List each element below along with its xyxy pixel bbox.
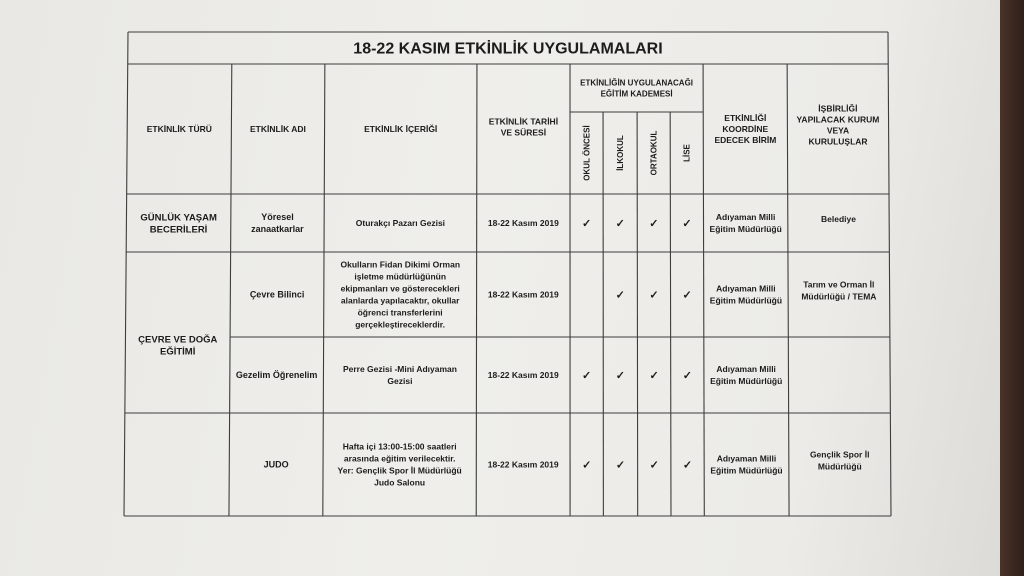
row-check: ✓ bbox=[615, 217, 625, 230]
col-divider bbox=[229, 64, 232, 516]
row-adi: zanaatkarlar bbox=[251, 224, 304, 235]
col-divider bbox=[323, 64, 325, 516]
group-gunluk-yasam: GÜNLÜK YAŞAM bbox=[140, 212, 217, 224]
header-isbirligi: KURULUŞLAR bbox=[808, 136, 868, 147]
row-koordine: Adıyaman Milli bbox=[715, 211, 776, 222]
row-icerik: Perre Gezisi -Mini Adıyaman bbox=[342, 363, 457, 374]
header-tarih: ETKİNLİK TARİHİ bbox=[488, 116, 559, 127]
header-etkinlik-turu: ETKİNLİK TÜRÜ bbox=[146, 123, 212, 134]
row-check: ✓ bbox=[649, 217, 659, 230]
header-kademe-2: ORTAOKUL bbox=[649, 130, 659, 176]
header-etkinlik-adi: ETKİNLİK ADI bbox=[250, 123, 306, 134]
row-koordine: Eğitim Müdürlüğü bbox=[710, 375, 783, 386]
header-isbirligi: YAPILACAK KURUM bbox=[796, 114, 880, 125]
row-icerik: gerçekleştireceklerdir. bbox=[355, 319, 446, 330]
header-kademe: EĞİTİM KADEMESİ bbox=[600, 89, 673, 99]
row-check: ✓ bbox=[615, 459, 626, 472]
row-koordine: Eğitim Müdürlüğü bbox=[709, 223, 782, 234]
col-divider bbox=[637, 112, 638, 516]
row-icerik: işletme müdürlüğünün bbox=[354, 271, 447, 282]
col-divider bbox=[670, 112, 671, 516]
header-isbirligi: VEYA bbox=[826, 125, 850, 136]
row-adi: Gezelim Öğrenelim bbox=[235, 370, 318, 381]
header-kademe-0: OKUL ÖNCESİ bbox=[582, 125, 592, 181]
col-divider bbox=[476, 64, 477, 516]
header-kademe-1: İLKOKUL bbox=[615, 135, 625, 171]
row-tarih: 18-22 Kasım 2019 bbox=[487, 289, 559, 300]
row-check: ✓ bbox=[615, 369, 625, 382]
row-tarih: 18-22 Kasım 2019 bbox=[487, 459, 559, 470]
row-icerik: Okulların Fidan Dikimi Orman bbox=[340, 259, 461, 270]
header-etkinlik-icerigi: ETKİNLİK İÇERİĞİ bbox=[364, 123, 438, 134]
header-koordine: KOORDİNE bbox=[722, 123, 769, 134]
page-title: 18-22 KASIM ETKİNLİK UYGULAMALARI bbox=[353, 40, 663, 58]
row-tarih: 18-22 Kasım 2019 bbox=[487, 369, 559, 380]
row-check: ✓ bbox=[649, 459, 659, 472]
row-icerik: Judo Salonu bbox=[374, 477, 426, 488]
row-icerik: Oturakçı Pazarı Gezisi bbox=[355, 217, 446, 228]
col-divider bbox=[787, 64, 789, 516]
row-koordine: Adıyaman Milli bbox=[716, 453, 777, 464]
row-check: ✓ bbox=[582, 369, 592, 382]
header-isbirligi: İŞBİRLİĞİ bbox=[818, 103, 858, 114]
header-kademe: ETKİNLİĞİN UYGULANACAĞI bbox=[580, 78, 694, 88]
row-isbirligi: Belediye bbox=[820, 213, 856, 224]
row-adi: Yöresel bbox=[261, 212, 294, 223]
group-gunluk-yasam: BECERİLERİ bbox=[149, 224, 208, 236]
row-icerik: Yer: Gençlik Spor İl Müdürlüğü bbox=[337, 465, 462, 476]
row-koordine: Adıyaman Milli bbox=[716, 283, 776, 294]
row-icerik: Hafta içi 13:00-15:00 saatleri bbox=[342, 441, 457, 452]
header-tarih: VE SÜRESİ bbox=[500, 127, 547, 138]
row-check: ✓ bbox=[682, 369, 692, 382]
row-isbirligi: Müdürlüğü / TEMA bbox=[801, 291, 877, 302]
row-isbirligi: Tarım ve Orman İl bbox=[803, 279, 875, 290]
group-cevre-doga: EĞİTİMİ bbox=[159, 346, 196, 358]
row-koordine: Eğitim Müdürlüğü bbox=[710, 465, 783, 476]
table-right-border bbox=[888, 32, 891, 516]
row-check: ✓ bbox=[682, 459, 693, 472]
row-isbirligi: Müdürlüğü bbox=[817, 461, 862, 472]
header-koordine: EDECEK BİRİM bbox=[714, 134, 777, 145]
row-isbirligi: Gençlik Spor İl bbox=[809, 449, 870, 460]
row-check: ✓ bbox=[649, 289, 659, 302]
row-koordine: Adıyaman Milli bbox=[716, 363, 776, 374]
row-check: ✓ bbox=[582, 459, 592, 472]
row-koordine: Eğitim Müdürlüğü bbox=[709, 295, 783, 306]
row-adi: Çevre Bilinci bbox=[249, 289, 305, 300]
row-check: ✓ bbox=[649, 369, 659, 382]
row-check: ✓ bbox=[615, 289, 625, 302]
header-kademe-3: LİSE bbox=[682, 144, 692, 162]
row-tarih: 18-22 Kasım 2019 bbox=[487, 217, 559, 228]
row-adi: JUDO bbox=[263, 459, 289, 470]
header-koordine: ETKİNLİĞİ bbox=[724, 112, 767, 123]
row-icerik: Gezisi bbox=[387, 375, 413, 386]
col-divider bbox=[703, 64, 704, 516]
row-check: ✓ bbox=[682, 217, 692, 230]
row-check: ✓ bbox=[682, 289, 692, 302]
row-check: ✓ bbox=[581, 217, 592, 230]
table-left-border bbox=[124, 32, 128, 516]
row-icerik: alanlarda yapılacaktır, okullar bbox=[340, 295, 460, 306]
row-icerik: arasında eğitim verilecektir. bbox=[343, 453, 456, 464]
group-cevre-doga: ÇEVRE VE DOĞA bbox=[138, 334, 218, 346]
row-icerik: ekipmanları ve gösterecekleri bbox=[340, 283, 460, 294]
row-icerik: öğrenci transferlerini bbox=[357, 307, 443, 318]
